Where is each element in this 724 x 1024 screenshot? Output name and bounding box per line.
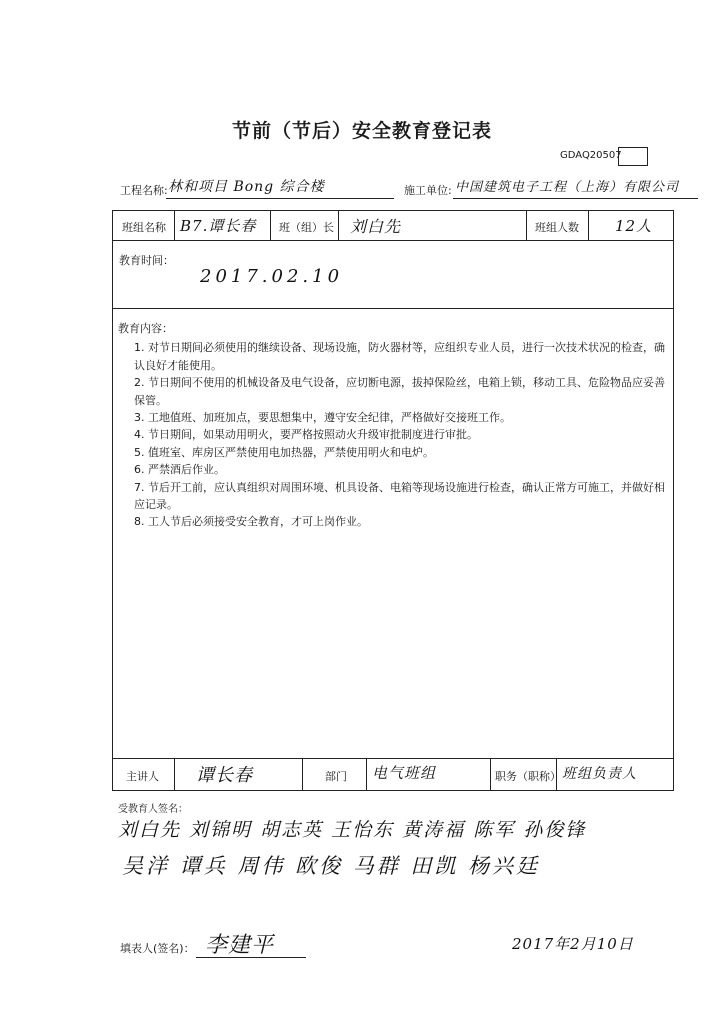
table-divider <box>302 758 303 791</box>
content-item: 7. 节后开工前，应认真组织对周围环境、机具设备、电箱等现场设施进行检查，确认正常方可施工，并做好相应记录。 <box>134 480 665 512</box>
table-divider <box>112 240 674 241</box>
education-time-value: 2017.02.10 <box>200 266 344 287</box>
table-divider <box>366 758 367 791</box>
content-item: 5. 值班室、库房区严禁使用电加热器，严禁使用明火和电炉。 <box>134 445 434 459</box>
table-divider <box>112 308 674 309</box>
table-divider <box>490 758 491 791</box>
content-item: 3. 工地值班、加班加点，要思想集中，遵守安全纪律，严格做好交接班工作。 <box>134 411 511 425</box>
table-divider <box>174 758 175 791</box>
content-item: 8. 工人节后必须接受安全教育，才可上岗作业。 <box>134 515 368 529</box>
count-value: 12人 <box>615 217 653 235</box>
leader-value: 刘白先 <box>350 217 402 236</box>
project-value: 林和项目 Bong 综合楼 <box>168 179 325 195</box>
project-underline <box>166 198 394 199</box>
team-name-value: B7.谭长春 <box>180 217 257 235</box>
filler-label: 填表人(签名)： <box>120 942 195 955</box>
filler-signature: 李建平 <box>205 933 275 958</box>
contractor-underline <box>453 198 698 199</box>
table-divider <box>588 210 589 240</box>
table-divider <box>338 210 339 240</box>
leader-label: 班（组）长 <box>279 221 334 234</box>
table-divider <box>526 210 527 240</box>
content-item: 6. 严禁酒后作业。 <box>134 463 225 477</box>
table-divider <box>174 210 175 240</box>
form-code-box <box>618 147 648 166</box>
job-title-value: 班组负责人 <box>562 766 637 782</box>
attendees-label: 受教育人签名： <box>118 804 188 815</box>
education-content-label: 教育内容： <box>118 322 173 335</box>
project-label: 工程名称: <box>120 184 168 197</box>
education-time-label: 教育时间： <box>119 254 174 267</box>
filler-underline <box>196 957 306 958</box>
speaker-value: 谭长春 <box>196 765 253 786</box>
content-item: 4. 节日期间，如果动用明火，要严格按照动火升级审批制度进行审批。 <box>134 428 478 442</box>
team-name-label: 班组名称 <box>122 221 166 234</box>
content-item: 1. 对节日期间必须使用的继续设备、现场设施，防火器材等，应组织专业人员，进行一次技术状况的检查，确认良好才能使用。 <box>134 341 665 372</box>
speaker-label: 主讲人 <box>126 770 159 783</box>
count-label: 班组人数 <box>535 221 579 234</box>
content-item: 2. 节日期间不使用的机械设备及电气设备，应切断电源，拔掉保险丝，电箱上锁，移动工具、危险物品应妥善保管。 <box>134 376 665 407</box>
contractor-label: 施工单位: <box>404 184 452 197</box>
table-divider <box>112 758 674 759</box>
education-content <box>118 320 666 531</box>
form-code: GDAQ20507 <box>560 150 622 161</box>
department-label: 部门 <box>325 770 347 783</box>
table-divider <box>270 210 271 240</box>
attendees-signatures-line-1: 刘白先 刘锦明 胡志英 王怡东 黄涛福 陈军 孙俊锋 <box>118 819 587 841</box>
department-value: 电气班组 <box>372 764 437 782</box>
job-title-label: 职务（职称） <box>495 770 561 783</box>
fill-date: 2017年2月10日 <box>512 935 634 953</box>
contractor-value: 中国建筑电子工程（上海）有限公司 <box>455 180 680 195</box>
form-title: 节前（节后）安全教育登记表 <box>231 120 492 142</box>
attendees-signatures-line-2: 吴洋 谭兵 周伟 欧俊 马群 田凯 杨兴廷 <box>122 854 541 878</box>
